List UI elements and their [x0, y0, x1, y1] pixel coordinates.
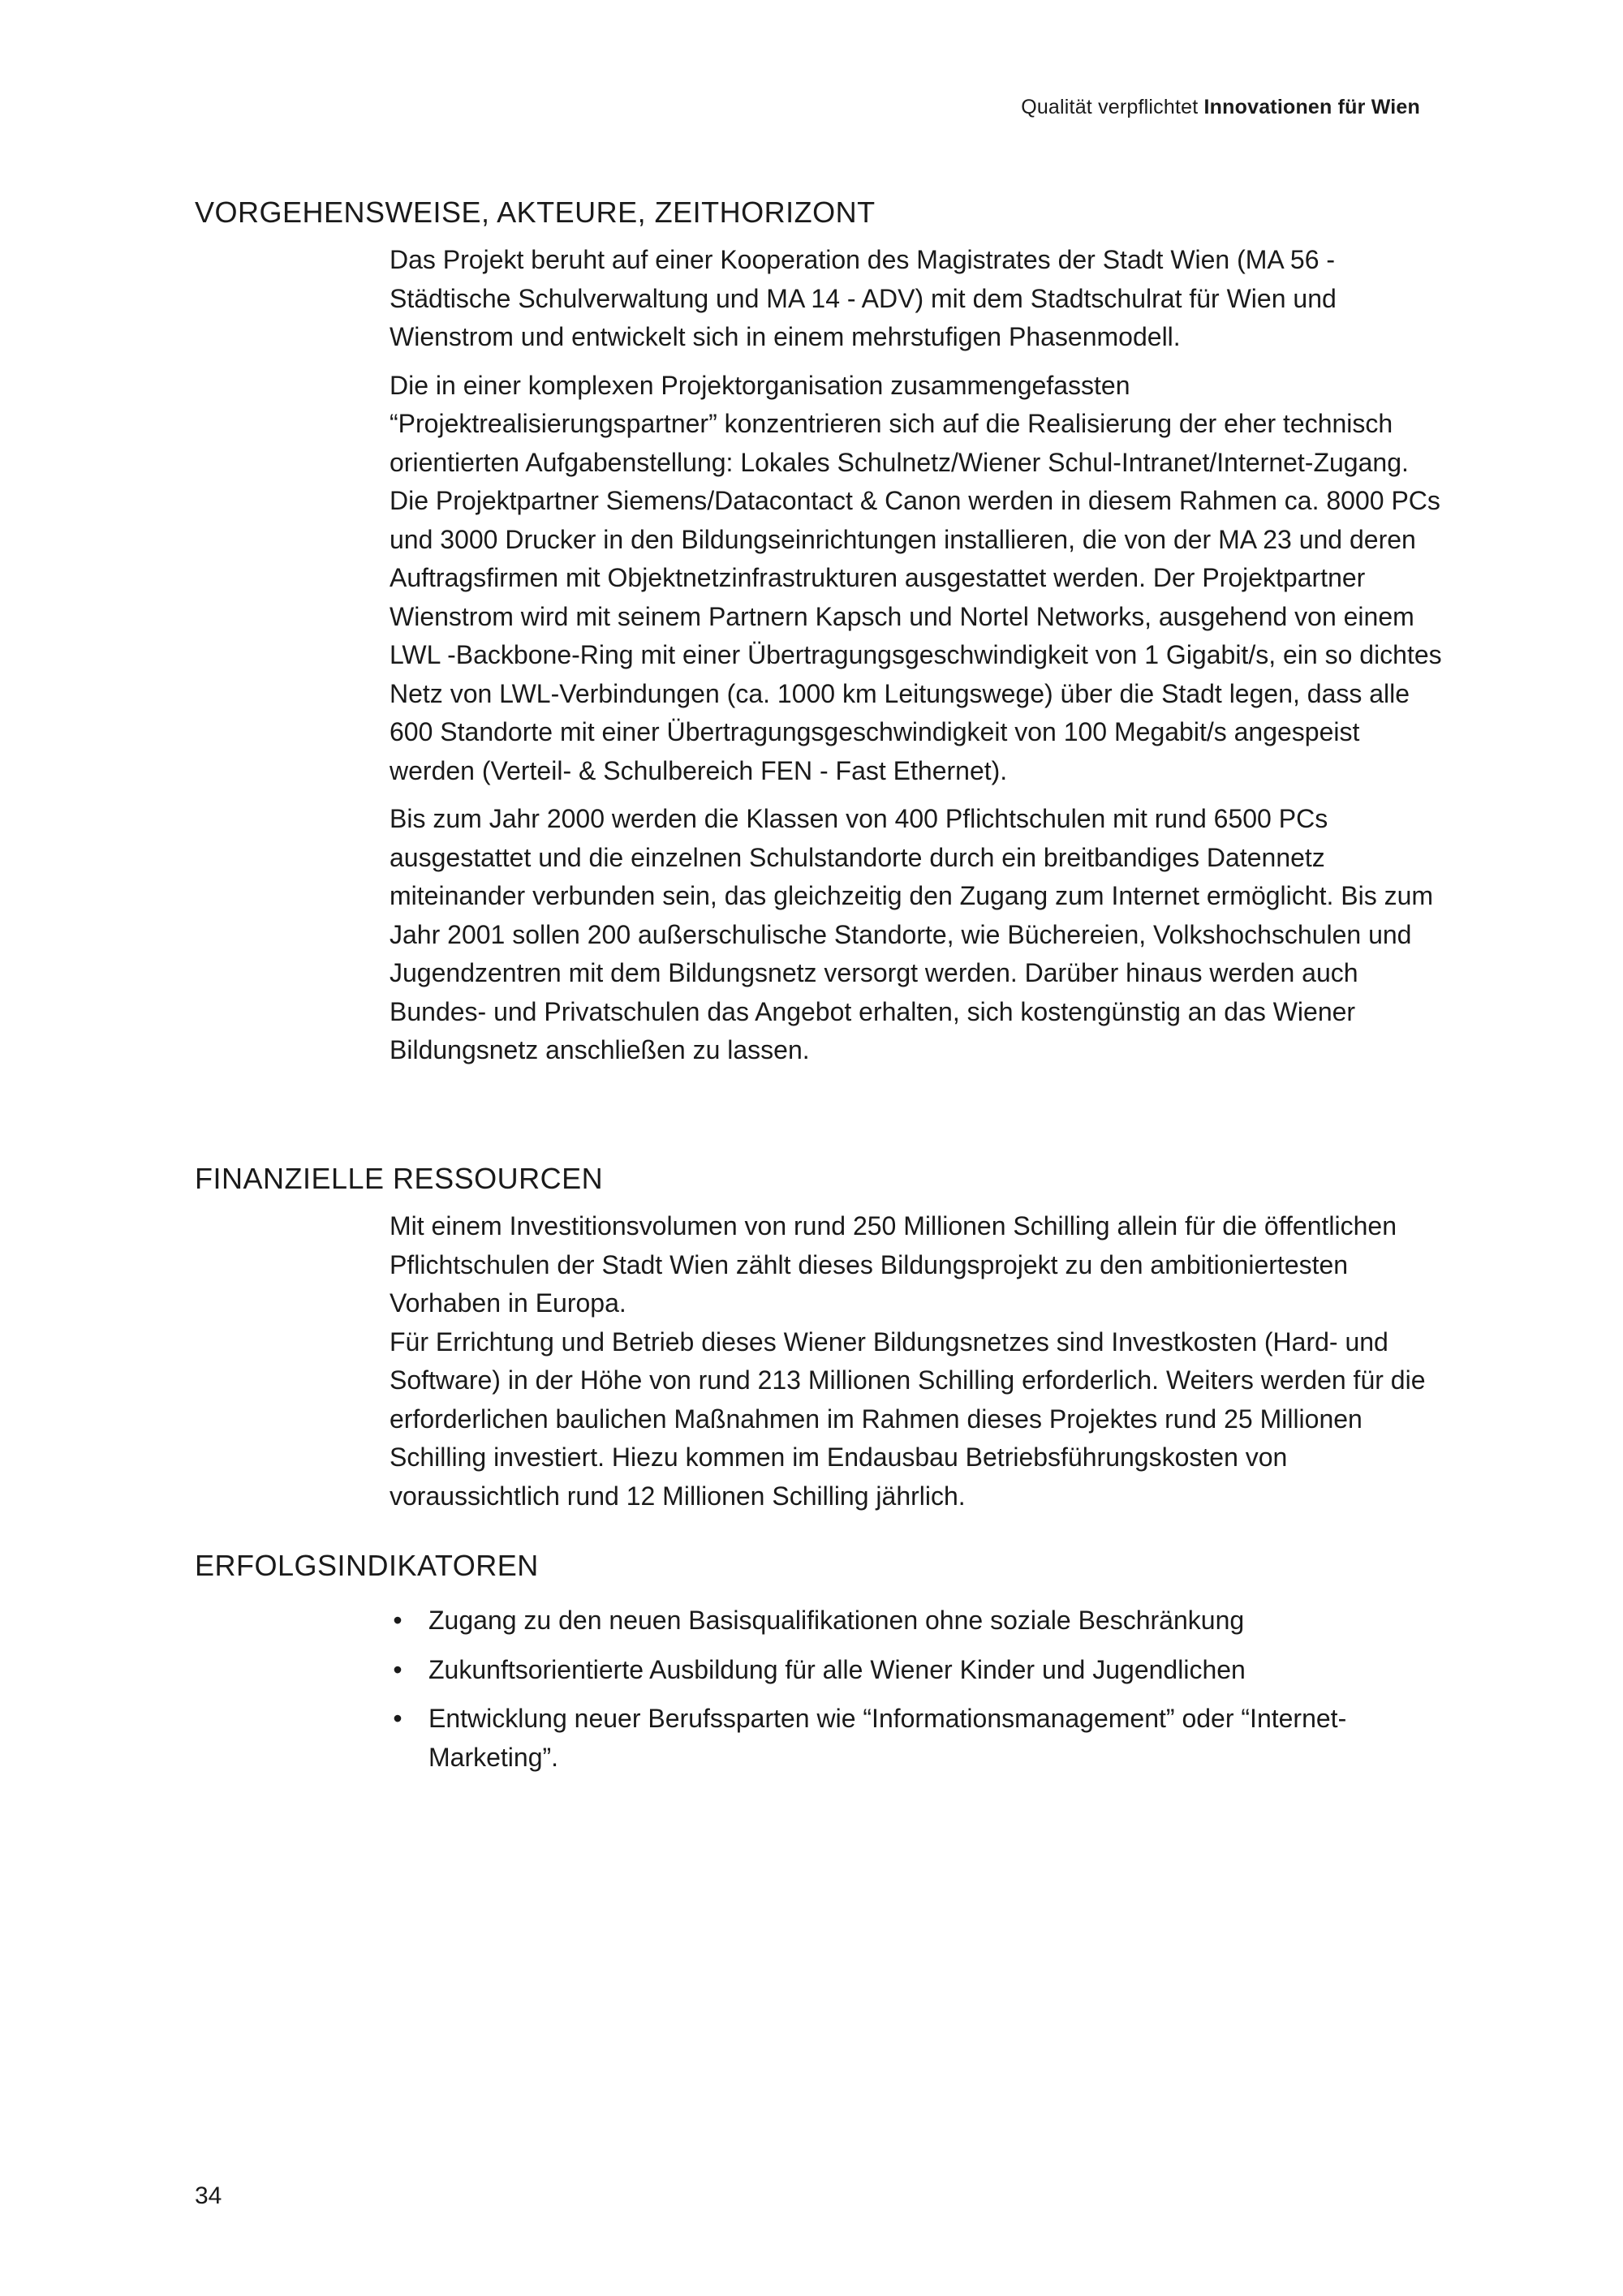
paragraph: Für Errichtung und Betrieb dieses Wiener Bildungsnetzes sind Investkosten (Hard- und Software) in der Höhe von rund 213 Millionen Schilling erforderlich. Weiters werden für die erforderlichen baulichen Maßnahmen im Rahmen dieses Projektes rund 25 Millionen Schilling investiert. Hiezu kommen im Endausbau Betriebsführungskosten von voraussichtlich rund 12 Millionen Schilling jährlich.	[390, 1326, 1426, 1511]
list-item-text: Zukunftsorientierte Ausbildung für alle Wiener Kinder und Jugendlichen	[428, 1654, 1246, 1684]
section-body-vorgehensweise	[390, 241, 1444, 1080]
section-body-finanzielle-ressourcen	[390, 1207, 1444, 1525]
page-number: 34	[195, 2182, 222, 2209]
running-header-regular: Qualität verpflichtet	[1021, 96, 1204, 118]
list-item-text: Entwicklung neuer Berufssparten wie “Informationsmanagement” oder “Internet-Marketing”.	[428, 1704, 1347, 1772]
section-heading-finanzielle-ressourcen: FINANZIELLE RESSOURCEN	[195, 1162, 604, 1195]
bullet-icon: •	[393, 1704, 403, 1733]
section-heading-erfolgsindikatoren: ERFOLGSINDIKATOREN	[195, 1549, 539, 1582]
section-heading-vorgehensweise: VORGEHENSWEISE, AKTEURE, ZEITHORIZONT	[195, 196, 876, 229]
bullet-icon: •	[393, 1606, 403, 1635]
bullet-icon: •	[393, 1654, 403, 1684]
paragraph: Mit einem Investitionsvolumen von rund 250 Millionen Schilling allein für die öffentlichen Pflichtschulen der Stadt Wien zählt dieses Bildungsprojekt zu den ambitioniertesten Vorhaben in Europa.	[390, 1211, 1397, 1318]
list-item	[390, 1651, 1444, 1690]
paragraph: Bis zum Jahr 2000 werden die Klassen von 400 Pflichtschulen mit rund 6500 PCs ausgestattet und die einzelnen Schulstandorte durch ein breitbandiges Datennetz miteinander verbunden sein, das gleichzeitig den Zugang zum Internet ermöglicht. Bis zum Jahr 2001 sollen 200 außerschulische Standorte, wie Büchereien, Volkshochschulen und Jugendzentren mit dem Bildungsnetz versorgt werden. Darüber hinaus werden auch Bundes- und Privatschulen das Angebot erhalten, sich kostengünstig an das Wiener Bildungsnetz anschließen zu lassen.	[390, 804, 1434, 1064]
paragraph: Die in einer komplexen Projektorganisation zusammengefassten “Projektrealisierungspartner” konzentrieren sich auf die Realisierung der eher technisch orientierten Aufgabenstellung: Lokales Schulnetz/Wiener Schul-Intranet/Internet-Zugang. Die Projektpartner Siemens/Datacontact & Canon werden in diesem Rahmen ca. 8000 PCs und 3000 Drucker in den Bildungseinrichtungen installieren, die von der MA 23 und deren Auftragsfirmen mit Objektnetzinfrastrukturen ausgestattet werden. Der Projektpartner Wienstrom wird mit seinem Partnern Kapsch und Nortel Networks, ausgehend von einem LWL -Backbone-Ring mit einer Übertragungsgeschwindigkeit von 1 Gigabit/s, ein so dichtes Netz von LWL-Verbindungen (ca. 1000 km Leitungswege) über die Stadt legen, dass alle 600 Standorte mit einer Übertragungsgeschwindigkeit von 100 Megabit/s angespeist werden (Verteil- & Schulbereich FEN - Fast Ethernet).	[390, 370, 1442, 785]
running-header-bold: Innovationen für Wien	[1203, 96, 1420, 118]
running-header	[1021, 96, 1420, 119]
paragraph: Das Projekt beruht auf einer Kooperation des Magistrates der Stadt Wien (MA 56 - Städtische Schulverwaltung und MA 14 - ADV) mit dem Stadtschulrat für Wien und Wienstrom und entwickelt sich in einem mehrstufigen Phasenmodell.	[390, 245, 1337, 351]
section-body-erfolgsindikatoren	[390, 1602, 1444, 1787]
list-item	[390, 1700, 1444, 1777]
list-item	[390, 1602, 1444, 1640]
indicator-list	[390, 1602, 1444, 1777]
list-item-text: Zugang zu den neuen Basisqualifikationen ohne soziale Beschränkung	[428, 1606, 1245, 1635]
